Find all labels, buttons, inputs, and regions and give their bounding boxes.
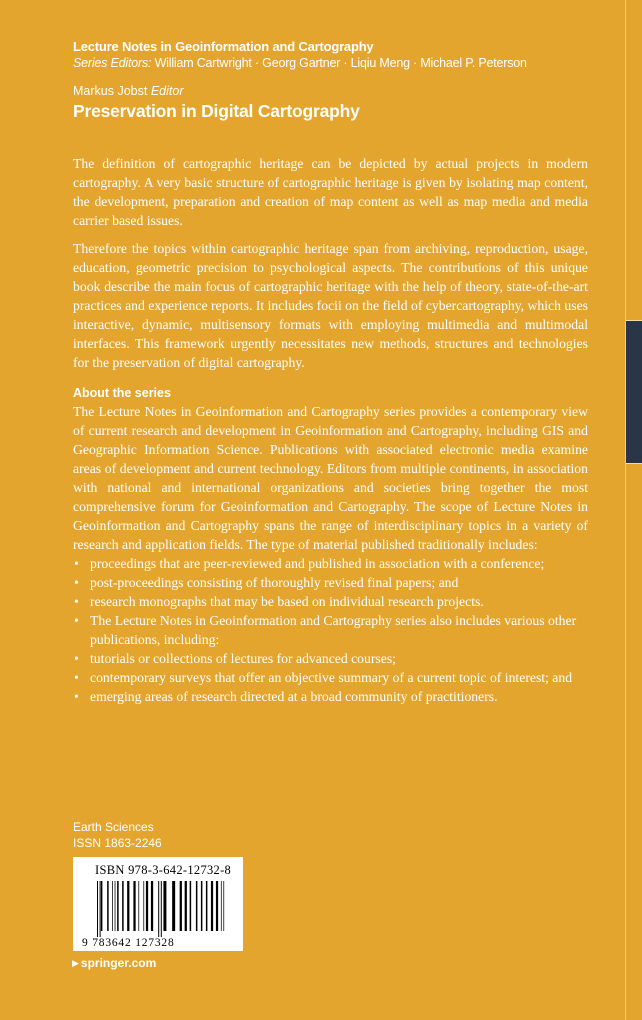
barcode-icon [95, 881, 225, 939]
isbn-label: ISBN 978-3-642-12732-8 [95, 863, 232, 877]
cover-footer [73, 819, 162, 851]
about-series-text: The Lecture Notes in Geoinformation and Cartography series provides a contemporary view of current research and development in Geoinformation and Cartography, including GIS and Geographic Information Science. Publications with associated electronic media examine areas of development and current technology. Editors from multiple continents, in association with national and international organizations and societies bring together the most comprehensive forum for Geoinformation and Cartography. The scope of Lecture Notes in Geoinformation and Cartography spans the range of interdisciplinary topics in a variety of research and application fields. The type of material published traditionally includes: [73, 404, 588, 552]
description-paragraph-2: Therefore the topics within cartographic heritage span from archiving, reproduction, usage, education, geometric precision to psychological aspects. The contributions of this unique book describe the main focus of cartographic heritage with the help of theory, state-of-the-art practices and experience reports. It includes focii on the field of cybercartography, which uses interactive, dynamic, multisensory formats with employing multimedia and multimodal interfaces. This framework urgently necessitates new methods, structures and technologies for the preservation of digital cartography. [73, 241, 588, 370]
description-paragraph-1: The definition of cartographic heritage can be depicted by actual projects in modern cartography. A very basic structure of cartographic heritage is given by isolating map content, the development, preparation and creation of map content as well as map media and media carrier based issues. [73, 156, 588, 228]
book-editor [73, 83, 588, 99]
issn-label: ISSN 1863-2246 [73, 836, 162, 850]
subject-label: Earth Sciences [73, 820, 154, 834]
list-item: • emerging areas of research directed at a broad community of practitioners. [74, 689, 498, 704]
list-item: • contemporary surveys that offer an objective summary of a current topic of interest; and [74, 670, 573, 685]
book-editor-name: Markus Jobst [73, 84, 148, 98]
arrow-right-icon: ▶ [72, 958, 79, 968]
about-series-heading: About the series [73, 386, 171, 400]
list-item: • research monographs that may be based on individual research projects. [74, 594, 484, 609]
publisher-website-link[interactable] [72, 955, 156, 971]
series-title: Lecture Notes in Geoinformation and Cartography [73, 39, 374, 54]
list-item: • tutorials or collections of lectures for advanced courses; [74, 651, 396, 666]
series-editors-names: William Cartwright · Georg Gartner · Liqiu Meng · Michael P. Peterson [154, 56, 527, 70]
spine-edge [625, 0, 626, 1020]
book-editor-role: Editor [150, 84, 184, 98]
spine-color-band [626, 321, 642, 463]
book-title: Preservation in Digital Cartography [73, 101, 360, 121]
website-label: springer.com [80, 956, 157, 970]
back-cover-content [73, 38, 588, 706]
series-content-list [73, 554, 588, 706]
isbn-barcode-box [73, 857, 243, 951]
spine-divider [626, 463, 642, 464]
series-editors-label: Series Editors: [73, 56, 152, 70]
list-item: • The Lecture Notes in Geoinformation and Cartography series also includes various other publications, including: [74, 613, 577, 647]
series-editors [73, 55, 588, 72]
list-item: • post-proceedings consisting of thoroughly revised final papers; and [74, 575, 459, 590]
list-item: • proceedings that are peer-reviewed and published in association with a conference; [74, 556, 545, 571]
barcode-digits: 9 783642 127328 [82, 937, 175, 949]
